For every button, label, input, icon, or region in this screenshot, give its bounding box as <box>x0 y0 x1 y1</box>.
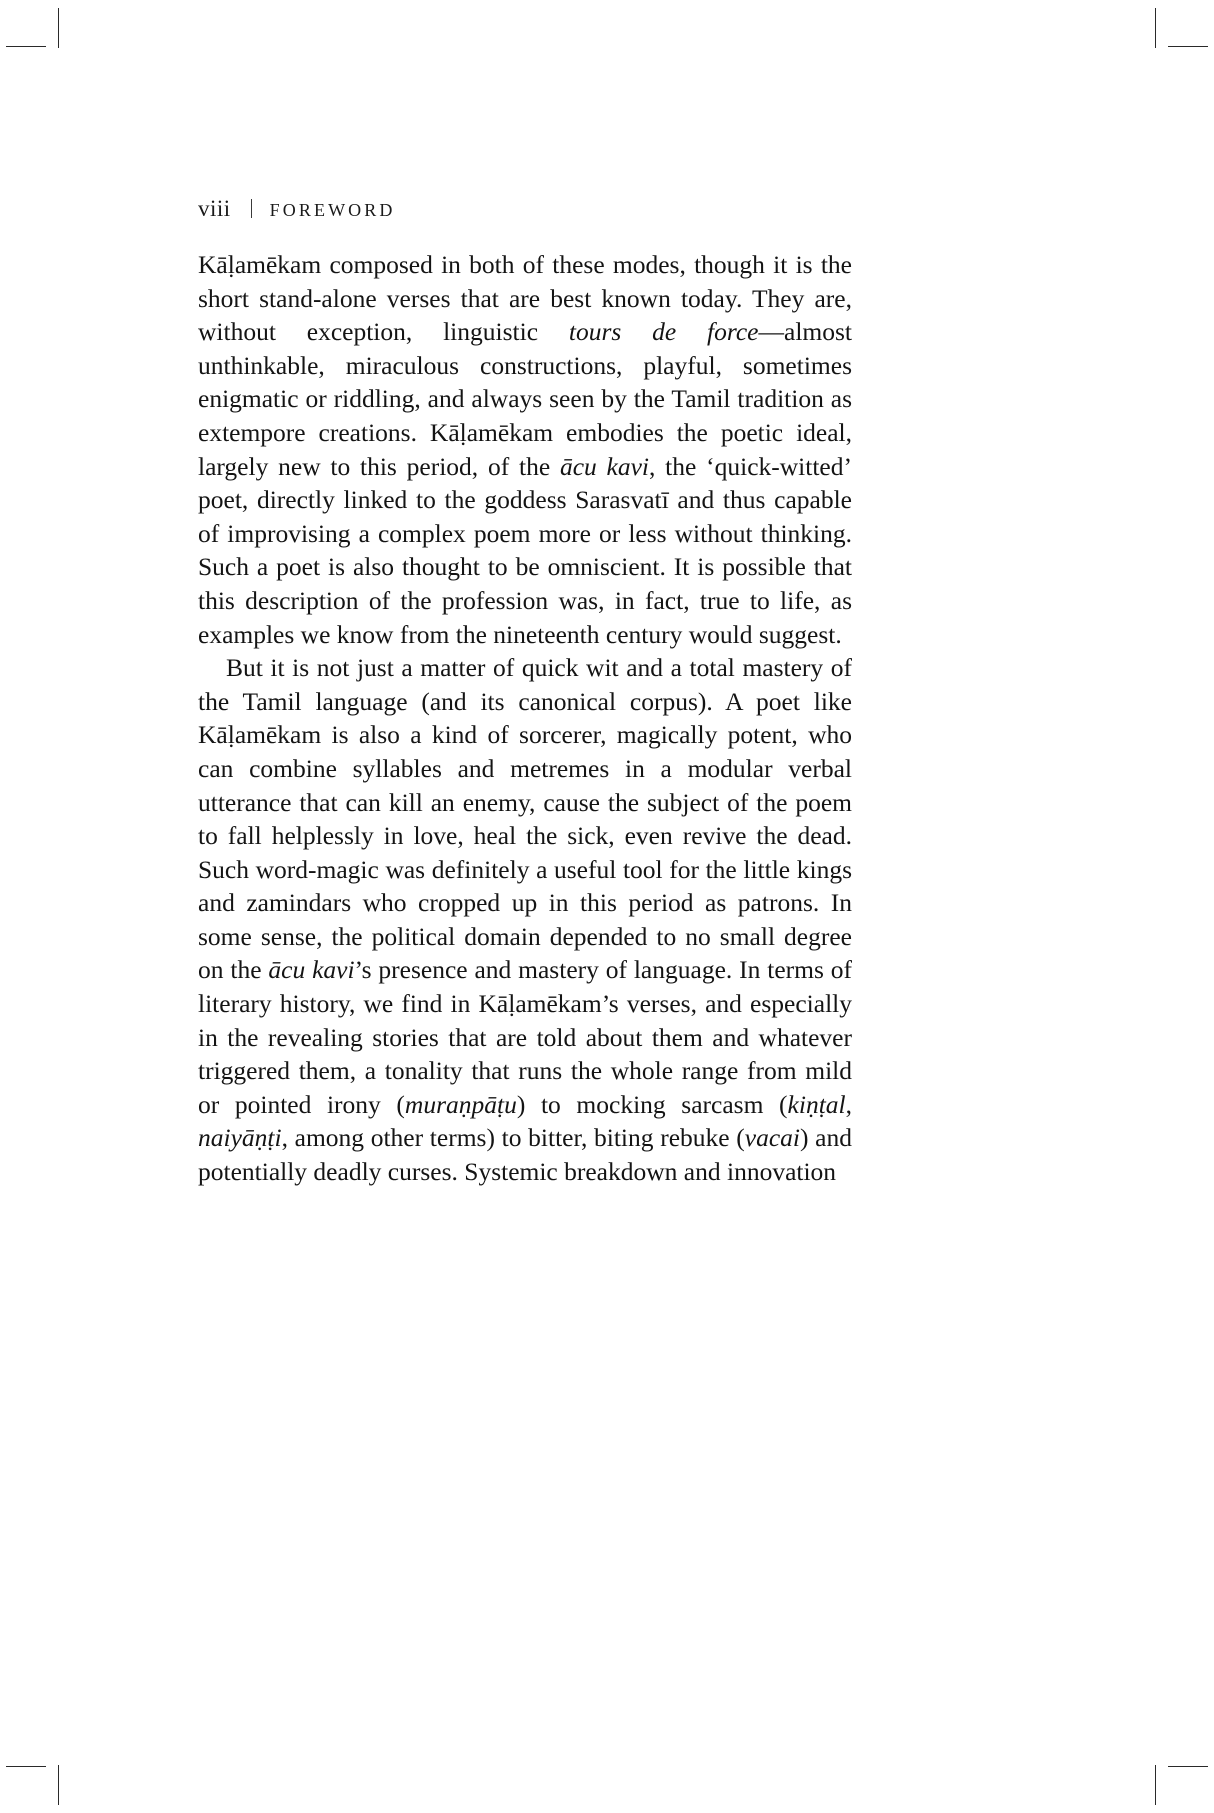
text-run: But it is not just a matter of quick wit and a total mastery of the Tamil language (and its canonical corpus). A poet like Kāḷamēkam is also a kind of sorcerer, magically potent, who can combine syllables and metremes in a modular verbal utterance that can kill an enemy, cause the subject of the poem to fall helplessly in love, heal the sick, even revive the dead. Such word-magic was definitely a useful tool for the little kings and zamindars who cropped up in this period as patrons. In some sense, the political domain depended to no small degree on the <box>198 653 852 985</box>
text-run: , the ‘quick-witted’ poet, directly linked to the goddess Sarasvatī and thus capable of improvising a complex poem more or less without thinking. Such a poet is also thought to be omniscient. It is possible that this description of the profession was, in fact, true to life, as examples we know from the nineteenth century would suggest. <box>198 451 852 649</box>
page-text-block <box>198 196 852 1189</box>
crop-mark-top-left <box>40 8 100 68</box>
crop-mark-bottom-left <box>40 1745 100 1805</box>
text-run: Kāḷamēkam composed in both of these modes, though it is the short stand-alone verses that are best known today. They are, without exception, linguistic <box>198 250 852 347</box>
italic-term: naiyāṇṭi <box>198 1123 282 1153</box>
crop-mark-bottom-right <box>1114 1745 1174 1805</box>
running-head-separator-rule <box>251 199 252 218</box>
text-run: , <box>845 1089 852 1119</box>
crop-mark-vertical-rule <box>58 8 59 48</box>
text-run: ) and potentially deadly curses. Systemic breakdown and innovation <box>198 1123 852 1187</box>
crop-mark-top-right <box>1114 8 1174 68</box>
text-run: , among other terms) to bitter, biting rebuke ( <box>281 1123 745 1153</box>
italic-term: muraṇpāṭu <box>404 1089 517 1119</box>
body-text <box>198 248 852 1189</box>
crop-mark-horizontal-rule <box>6 1766 46 1767</box>
paragraph <box>198 651 852 1189</box>
text-run: ) to mocking sarcasm ( <box>516 1089 788 1119</box>
italic-term: vacai <box>744 1123 800 1153</box>
crop-mark-vertical-rule <box>58 1765 59 1805</box>
text-run: —almost unthinkable, miraculous constructions, playful, sometimes enigmatic or riddling, and always seen by the Tamil tradition as extempore creations. Kāḷamēkam embodies the poetic ideal, largely new to this period, of the <box>198 317 852 481</box>
italic-term: kiṇṭal <box>787 1089 846 1119</box>
crop-mark-horizontal-rule <box>6 46 46 47</box>
italic-term: tours de force <box>568 317 759 347</box>
crop-mark-horizontal-rule <box>1168 1766 1208 1767</box>
page-number: viii <box>198 196 231 221</box>
italic-term: ācu kavi <box>268 955 355 985</box>
italic-term: ācu kavi <box>559 451 650 481</box>
paragraph <box>198 248 852 651</box>
text-run: ’s presence and mastery of language. In terms of literary history, we find in Kāḷamēkam’s verses, and especially in the revealing stories that are told about them and whatever triggered them, a tonality that runs the whole range from mild or pointed irony ( <box>198 955 852 1119</box>
crop-mark-vertical-rule <box>1155 1765 1156 1805</box>
running-head <box>198 196 852 222</box>
crop-mark-vertical-rule <box>1155 8 1156 48</box>
crop-mark-horizontal-rule <box>1168 46 1208 47</box>
running-head-title: FOREWORD <box>269 200 396 220</box>
